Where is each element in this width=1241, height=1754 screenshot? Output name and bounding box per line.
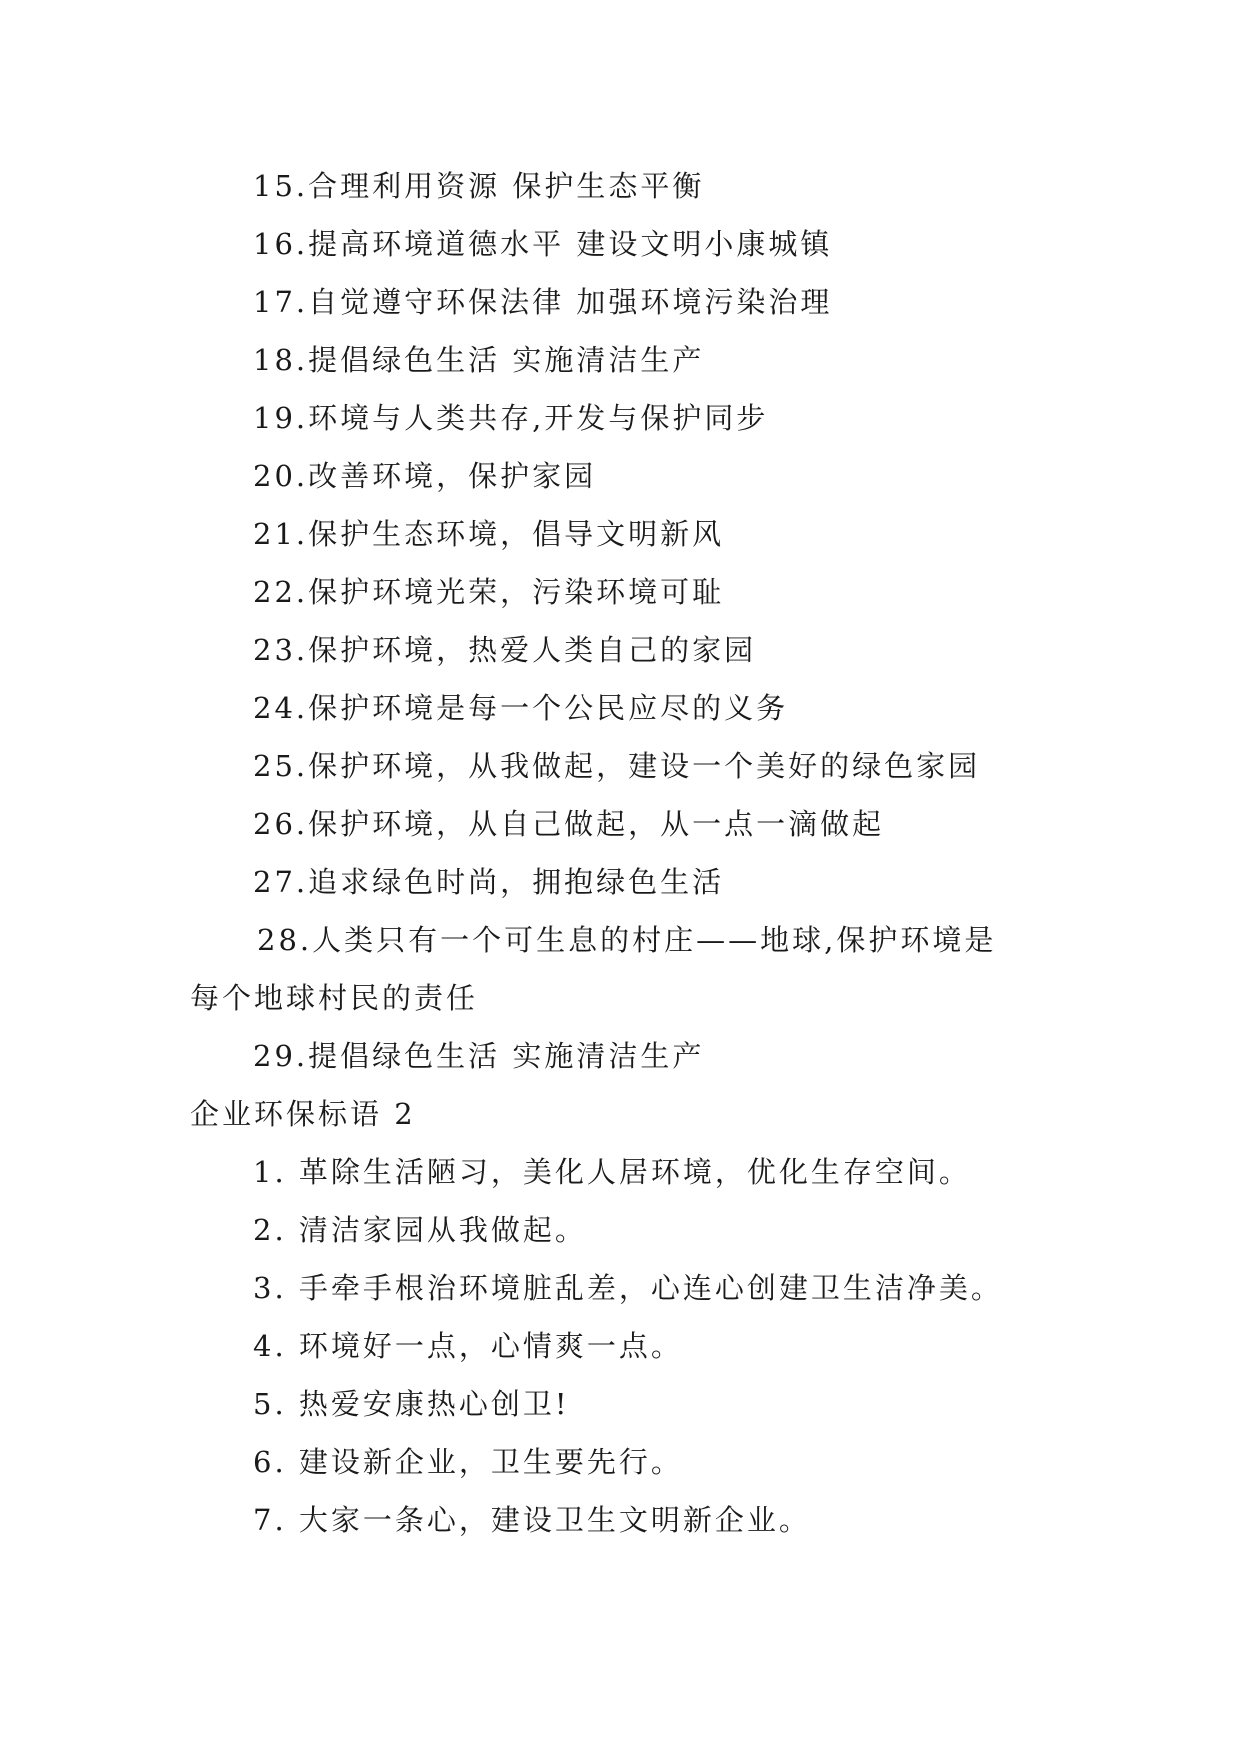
slogan-line: 7. 大家一条心，建设卫生文明新企业。 [253, 1503, 811, 1537]
slogan-line: 17.自觉遵守环保法律 加强环境污染治理 [253, 285, 833, 319]
slogan-line: 29.提倡绿色生活 实施清洁生产 [253, 1039, 705, 1073]
section-title: 企业环保标语 2 [190, 1097, 416, 1131]
slogan-line: 25.保护环境，从我做起，建设一个美好的绿色家园 [253, 749, 981, 783]
slogan-line: 16.提高环境道德水平 建设文明小康城镇 [253, 227, 833, 261]
slogan-line: 24.保护环境是每一个公民应尽的义务 [253, 691, 789, 725]
slogan-line: 26.保护环境，从自己做起，从一点一滴做起 [253, 807, 885, 841]
slogan-line: 6. 建设新企业，卫生要先行。 [253, 1445, 683, 1479]
slogan-line: 20.改善环境，保护家园 [253, 459, 597, 493]
slogan-line: 19.环境与人类共存,开发与保护同步 [253, 401, 769, 435]
slogan-line: 15.合理利用资源 保护生态平衡 [253, 169, 705, 203]
slogan-line: 1. 革除生活陋习，美化人居环境，优化生存空间。 [253, 1155, 971, 1189]
slogan-line: 2. 清洁家园从我做起。 [253, 1213, 587, 1247]
slogan-line: 22.保护环境光荣，污染环境可耻 [253, 575, 725, 609]
slogan-line-28-first: 28.人类只有一个可生息的村庄——地球,保护环境是 [257, 923, 997, 957]
slogan-line: 23.保护环境，热爱人类自己的家园 [253, 633, 757, 667]
slogan-line-28-continued: 每个地球村民的责任 [190, 981, 479, 1015]
slogan-line: 18.提倡绿色生活 实施清洁生产 [253, 343, 705, 377]
slogan-line: 5. 热爱安康热心创卫! [253, 1387, 570, 1421]
slogan-line: 4. 环境好一点，心情爽一点。 [253, 1329, 683, 1363]
slogan-line: 21.保护生态环境，倡导文明新风 [253, 517, 725, 551]
slogan-line: 27.追求绿色时尚，拥抱绿色生活 [253, 865, 725, 899]
slogan-line: 3. 手牵手根治环境脏乱差，心连心创建卫生洁净美。 [253, 1271, 1003, 1305]
